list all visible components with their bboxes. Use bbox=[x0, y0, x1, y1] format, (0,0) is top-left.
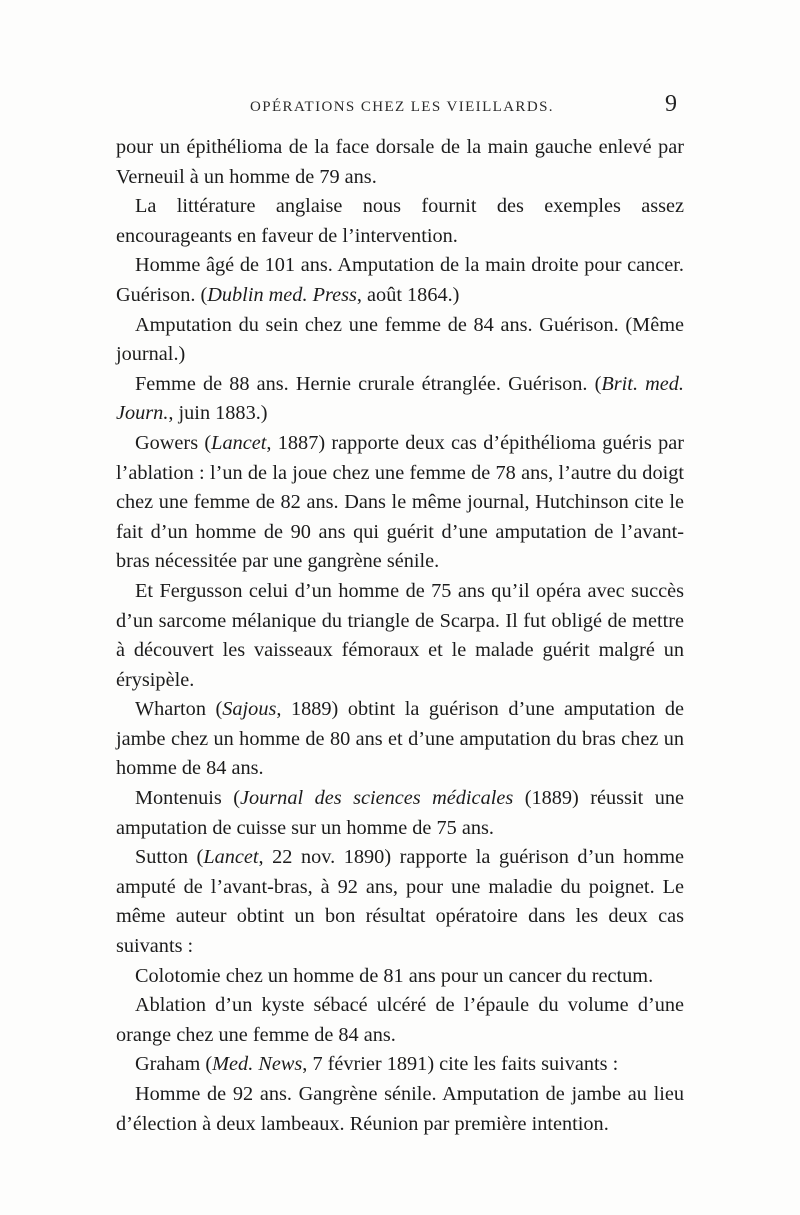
paragraph bbox=[116, 251, 684, 310]
text-run: Amputation du sein chez une femme de 84 ans. Guérison. (Même journal.) bbox=[116, 313, 684, 366]
text-run: , 1889) obtint la guérison d’une amputation de jambe chez un homme de 80 ans et d’une amputation du bras chez un homme de 84 ans. bbox=[116, 698, 684, 780]
page-number: 9 bbox=[665, 91, 677, 117]
text-run: Femme de 88 ans. Hernie crurale étranglée. Guérison. ( bbox=[135, 372, 602, 395]
text-run: Wharton ( bbox=[135, 698, 223, 721]
text-run: Et Fergusson celui d’un homme de 75 ans qu’il opéra avec succès d’un sarcome mélanique du triangle de Scarpa. Il fut obligé de mettre à découvert les vaisseaux fémoraux et le malade guérit malgré un érysipèle. bbox=[116, 579, 684, 691]
text-run: , 22 nov. 1890) rapporte la guérison d’un homme amputé de l’avant-bras, à 92 ans, pour une maladie du poignet. Le même auteur obtint un bon résultat opératoire dans les deux cas suivants : bbox=[116, 846, 685, 958]
text-run: , juin 1883.) bbox=[168, 402, 268, 425]
paragraph bbox=[116, 133, 684, 192]
text-run: Ablation d’un kyste sébacé ulcéré de l’épaule du volume d’une orange chez une femme de 84 ans. bbox=[116, 994, 684, 1046]
citation-title: Dublin med. Press bbox=[207, 283, 357, 306]
citation-title: Lancet bbox=[211, 431, 267, 454]
text-run: , août 1864.) bbox=[356, 283, 460, 306]
text-run: , 7 février 1891) cite les faits suivants : bbox=[302, 1053, 619, 1076]
paragraph bbox=[116, 1080, 684, 1139]
text-run: (1889) réussit une amputation de cuisse sur un homme de 75 ans. bbox=[116, 787, 684, 839]
citation-title: Lancet bbox=[203, 846, 259, 869]
paragraph bbox=[116, 962, 684, 992]
paragraph bbox=[116, 1050, 684, 1080]
text-run: pour un épithélioma de la face dorsale de la main gauche enlevé par Verneuil à un homme de 79 ans. bbox=[116, 136, 684, 188]
text-run: Homme de 92 ans. Gangrène sénile. Amputation de jambe au lieu d’élection à deux lambeaux. Réunion par première intention. bbox=[116, 1083, 684, 1135]
citation-title: Sajous bbox=[222, 698, 277, 721]
paragraph bbox=[116, 695, 684, 784]
paragraph bbox=[116, 429, 684, 577]
text-run: Colotomie chez un homme de 81 ans pour un cancer du rectum. bbox=[135, 964, 654, 987]
text-run: Homme âgé de 101 ans. Amputation de la main droite pour cancer. Guérison. ( bbox=[116, 254, 684, 306]
paragraph bbox=[116, 843, 684, 961]
paragraph bbox=[116, 784, 684, 843]
citation-title: Med. News bbox=[212, 1053, 303, 1076]
paragraph bbox=[116, 311, 684, 370]
text-run: Sutton ( bbox=[135, 846, 204, 869]
text-run: Montenuis ( bbox=[135, 787, 240, 810]
paragraph bbox=[116, 577, 684, 695]
paragraph bbox=[116, 991, 684, 1050]
citation-title: Journal des sciences médicales bbox=[240, 787, 514, 810]
paragraph bbox=[116, 370, 684, 429]
citation-title: Brit. med. Journ. bbox=[116, 372, 684, 425]
running-title: OPÉRATIONS CHEZ LES VIEILLARDS. bbox=[250, 99, 554, 115]
body-text bbox=[116, 133, 684, 1139]
text-run: , 1887) rapporte deux cas d’épithélioma guéris par l’ablation : l’un de la joue chez une femme de 78 ans, l’autre du doigt chez une femme de 82 ans. Dans le même journal, Hutchinson cite le fait d’un homme de 90 ans qui guérit d’une amputation de l’avant-bras nécessitée par une gangrène sénile. bbox=[116, 431, 685, 573]
text-run: Graham ( bbox=[135, 1053, 213, 1076]
paragraph bbox=[116, 192, 684, 251]
page-header bbox=[0, 91, 800, 125]
text-run: La littérature anglaise nous fournit des exemples assez encourageants en faveur de l’intervention. bbox=[116, 195, 684, 247]
text-run: Gowers ( bbox=[135, 431, 212, 454]
